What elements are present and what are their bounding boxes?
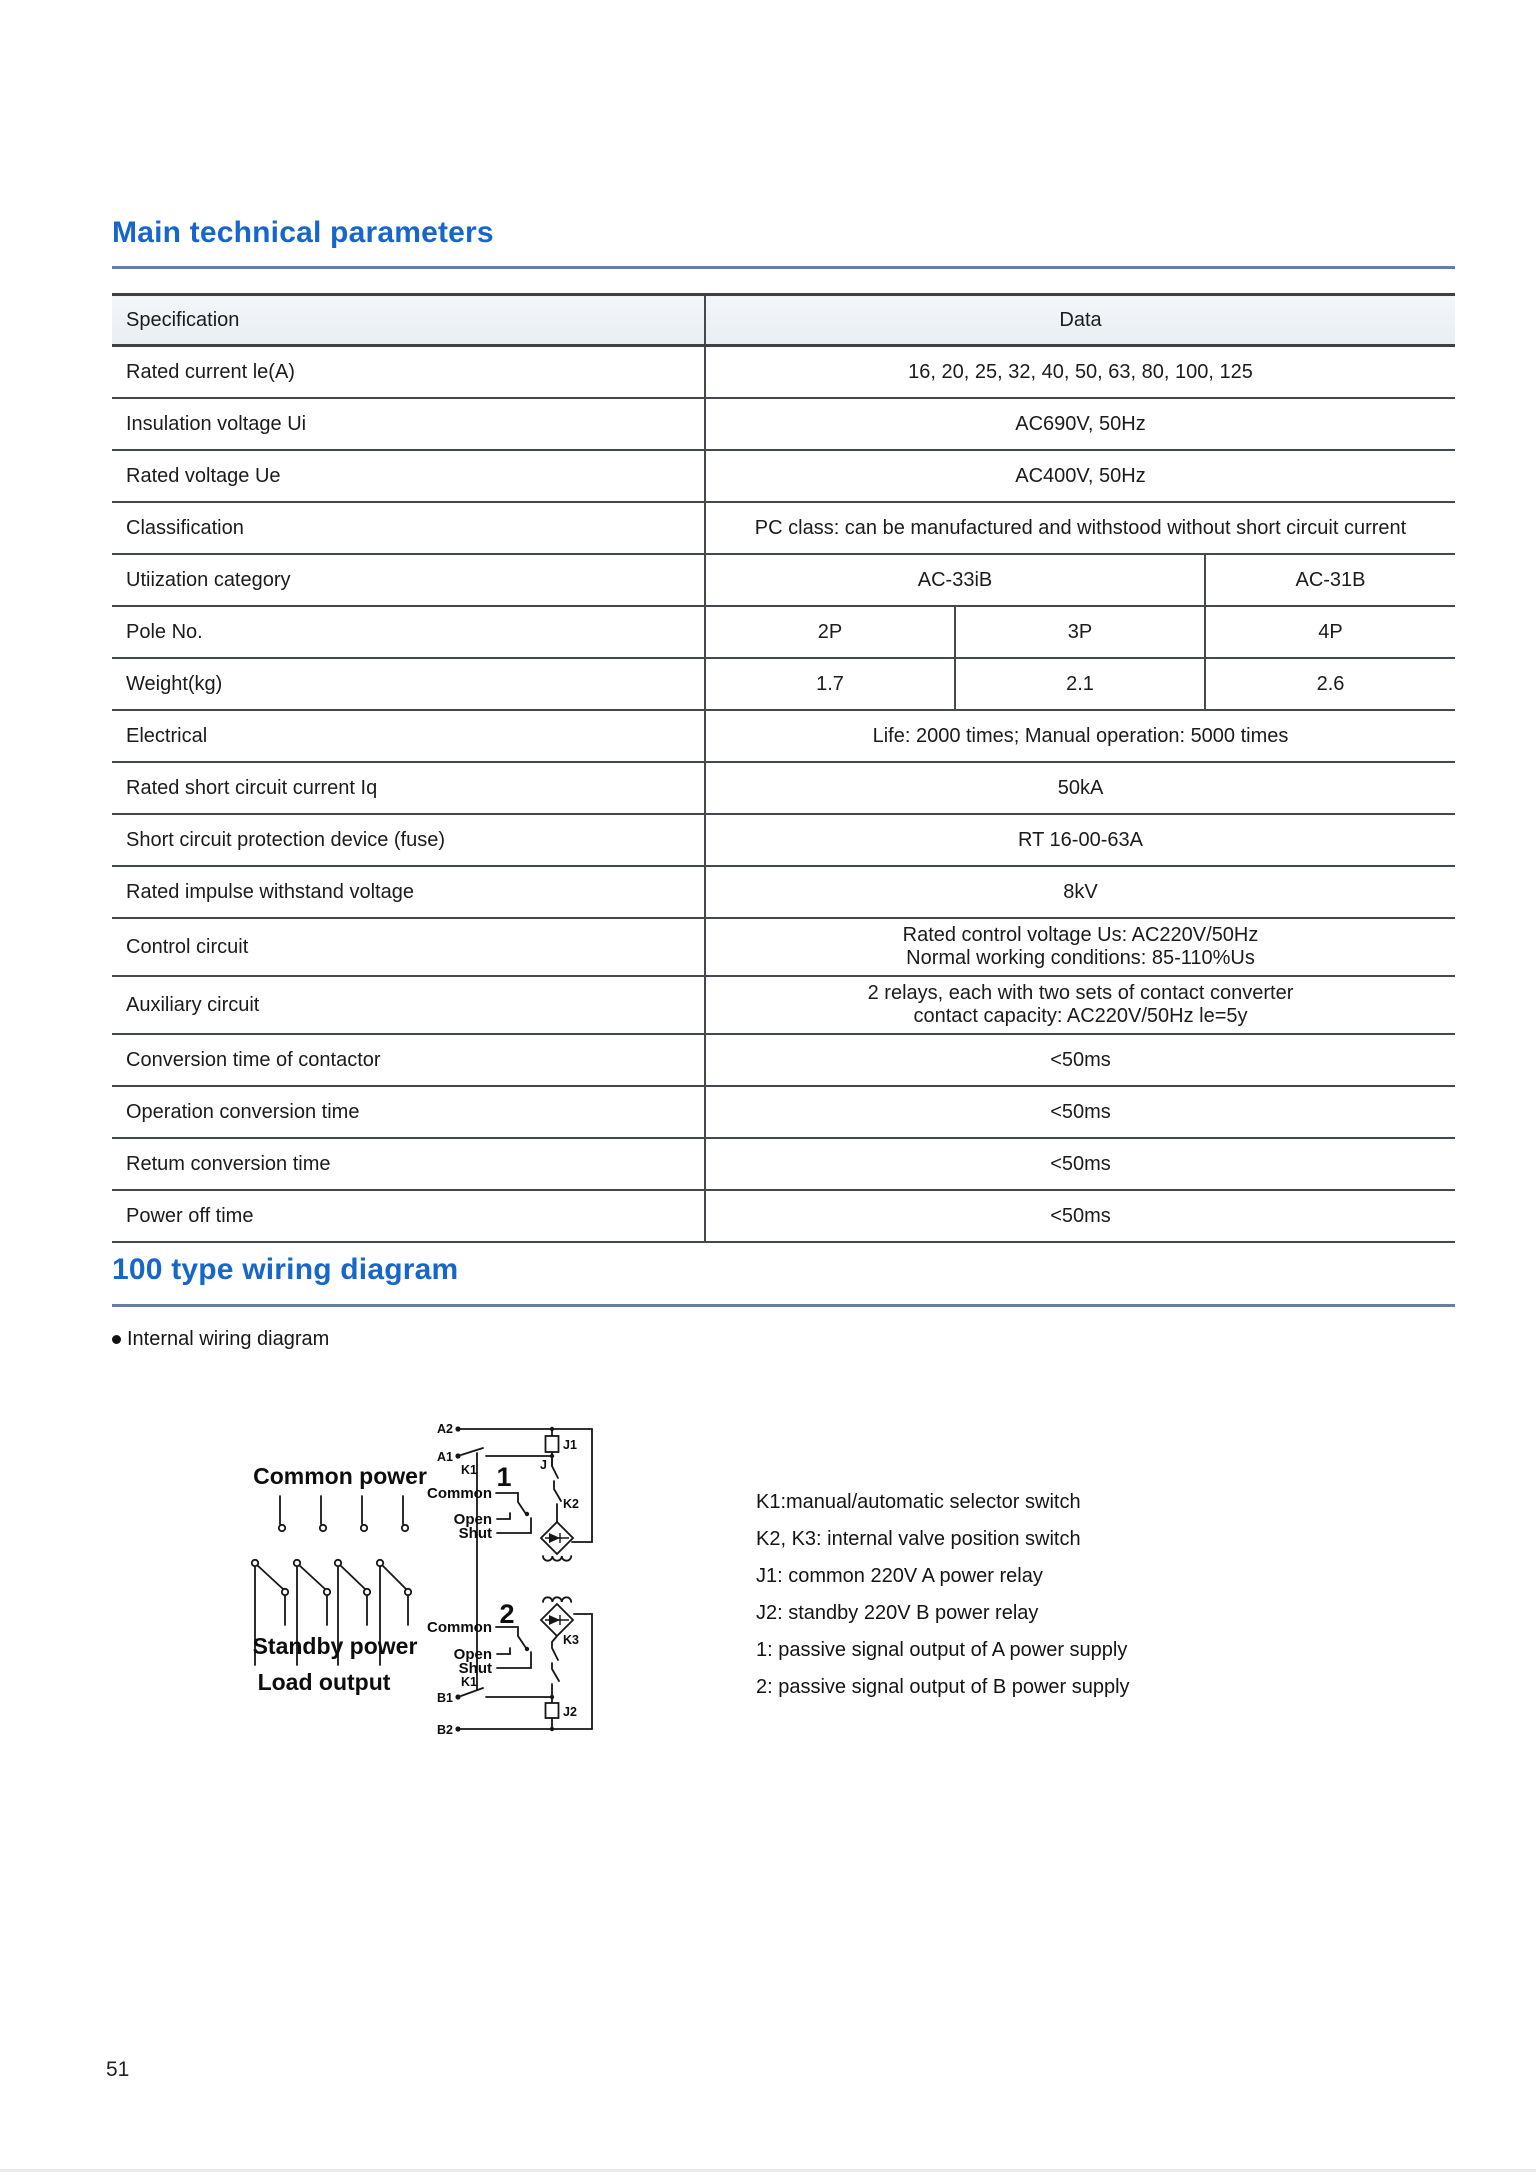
spec-cell: Control circuit — [112, 918, 705, 976]
terminal-b1-label: B1 — [437, 1691, 453, 1705]
relay-contact-j-label: J — [540, 1458, 547, 1472]
output-1-label: 1 — [496, 1462, 512, 1492]
table-header-row — [112, 295, 1455, 346]
data-cell: 4P — [1205, 606, 1455, 658]
page-number: 51 — [106, 2058, 130, 2081]
section-title-parameters: Main technical parameters — [112, 216, 494, 249]
standby-power-label: Standby power — [252, 1633, 418, 1659]
spec-cell: Short circuit protection device (fuse) — [112, 814, 705, 866]
spec-cell: Rated impulse withstand voltage — [112, 866, 705, 918]
relay-j2-coil — [546, 1703, 559, 1718]
data-cell: 3P — [955, 606, 1205, 658]
data-line: 2 relays, each with two sets of contact converter — [867, 982, 1294, 1004]
data-cell: 50kA — [705, 762, 1455, 814]
internal-wiring-diagram — [240, 1392, 640, 1802]
bullet-icon — [112, 1335, 121, 1344]
data-cell — [705, 976, 1455, 1034]
output-2-label: 2 — [499, 1599, 515, 1629]
legend-line: J2: standby 220V B power relay — [756, 1602, 1039, 1624]
data-line: Rated control voltage Us: AC220V/50Hz — [902, 924, 1259, 946]
data-cell: AC-33iB — [705, 554, 1205, 606]
legend-line: J1: common 220V A power relay — [756, 1565, 1043, 1587]
diagram-legend — [756, 1484, 1130, 1706]
spec-cell: Classification — [112, 502, 705, 554]
table-row — [112, 710, 1455, 762]
data-cell: 8kV — [705, 866, 1455, 918]
column-header-specification: Specification — [112, 295, 705, 346]
data-cell: <50ms — [705, 1086, 1455, 1138]
spec-cell: Utiization category — [112, 554, 705, 606]
spec-cell: Weight(kg) — [112, 658, 705, 710]
table-row — [112, 606, 1455, 658]
parameters-table — [112, 293, 1455, 1243]
spec-cell: Retum conversion time — [112, 1138, 705, 1190]
rectifier-bridge-2 — [541, 1597, 573, 1636]
section-rule — [112, 1304, 1455, 1307]
terminal-b2-label: B2 — [437, 1723, 453, 1737]
legend-line: K1:manual/automatic selector switch — [756, 1491, 1081, 1513]
terminal-a2-label: A2 — [437, 1422, 453, 1436]
spec-cell: Electrical — [112, 710, 705, 762]
k1-selector-b — [461, 1688, 552, 1697]
table-row — [112, 346, 1455, 399]
spec-cell: Pole No. — [112, 606, 705, 658]
legend-line: 1: passive signal output of A power supply — [756, 1639, 1128, 1661]
data-cell: RT 16-00-63A — [705, 814, 1455, 866]
table-row — [112, 762, 1455, 814]
data-cell: 2P — [705, 606, 955, 658]
legend-line: K2, K3: internal valve position switch — [756, 1528, 1081, 1550]
data-cell: 2.6 — [1205, 658, 1455, 710]
spec-cell: Power off time — [112, 1190, 705, 1242]
table-row — [112, 398, 1455, 450]
data-cell: 1.7 — [705, 658, 955, 710]
table-row — [112, 866, 1455, 918]
section-rule — [112, 266, 1455, 269]
spec-cell: Operation conversion time — [112, 1086, 705, 1138]
column-header-data: Data — [705, 295, 1455, 346]
table-row — [112, 1138, 1455, 1190]
wiring-subtitle — [112, 1328, 329, 1351]
table-row — [112, 976, 1455, 1034]
spec-cell: Rated voltage Ue — [112, 450, 705, 502]
data-cell: PC class: can be manufactured and withstood without short circuit current — [705, 502, 1455, 554]
data-cell: 16, 20, 25, 32, 40, 50, 63, 80, 100, 125 — [705, 346, 1455, 399]
common-power-contacts — [279, 1496, 408, 1531]
table-row — [112, 1034, 1455, 1086]
relay-j1-coil — [546, 1436, 559, 1452]
data-cell: 2.1 — [955, 658, 1205, 710]
rectifier-bridge-1 — [541, 1522, 573, 1561]
terminal-b1-node — [455, 1694, 460, 1699]
switch-k2-label: K2 — [563, 1497, 579, 1511]
spec-cell: Auxiliary circuit — [112, 976, 705, 1034]
terminal-a1-label: A1 — [437, 1450, 453, 1464]
data-line: Normal working conditions: 85-110%Us — [906, 947, 1255, 969]
data-cell: <50ms — [705, 1190, 1455, 1242]
data-cell: AC690V, 50Hz — [705, 398, 1455, 450]
spec-cell: Rated current le(A) — [112, 346, 705, 399]
relay-j1-label: J1 — [563, 1438, 577, 1452]
spec-cell: Conversion time of contactor — [112, 1034, 705, 1086]
table-row — [112, 1190, 1455, 1242]
relay-j2-label: J2 — [563, 1705, 577, 1719]
j-k2-contacts — [552, 1456, 561, 1522]
spec-cell: Insulation voltage Ui — [112, 398, 705, 450]
contact-open-label: Open — [453, 1511, 492, 1528]
table-row — [112, 1086, 1455, 1138]
data-cell: <50ms — [705, 1034, 1455, 1086]
data-cell: AC-31B — [1205, 554, 1455, 606]
contact-open-label: Open — [453, 1646, 492, 1663]
contact-common-label: Common — [427, 1485, 492, 1502]
data-cell: AC400V, 50Hz — [705, 450, 1455, 502]
k1-selector-a — [461, 1448, 552, 1456]
contact-shut-label: Shut — [458, 1660, 492, 1677]
data-cell: Life: 2000 times; Manual operation: 5000 times — [705, 710, 1455, 762]
terminal-a1-node — [455, 1453, 460, 1458]
data-line: contact capacity: AC220V/50Hz le=5y — [913, 1005, 1248, 1027]
data-cell — [705, 918, 1455, 976]
switch-k3-label: K3 — [563, 1633, 579, 1647]
table-row — [112, 658, 1455, 710]
data-cell: <50ms — [705, 1138, 1455, 1190]
common-power-label: Common power — [253, 1463, 427, 1489]
switch-k1-label: K1 — [461, 1675, 477, 1689]
load-output-label: Load output — [257, 1669, 391, 1695]
legend-line: 2: passive signal output of B power supply — [756, 1676, 1130, 1698]
k3-contacts — [552, 1636, 559, 1697]
contact-common-label: Common — [427, 1619, 492, 1636]
table-row — [112, 554, 1455, 606]
table-row — [112, 502, 1455, 554]
section-title-wiring: 100 type wiring diagram — [112, 1253, 459, 1286]
contact-shut-label: Shut — [458, 1525, 492, 1542]
switch-k1-label: K1 — [461, 1463, 477, 1477]
table-row — [112, 918, 1455, 976]
spec-cell: Rated short circuit current Iq — [112, 762, 705, 814]
table-row — [112, 450, 1455, 502]
wiring-subtitle-label: Internal wiring diagram — [127, 1328, 330, 1350]
table-row — [112, 814, 1455, 866]
